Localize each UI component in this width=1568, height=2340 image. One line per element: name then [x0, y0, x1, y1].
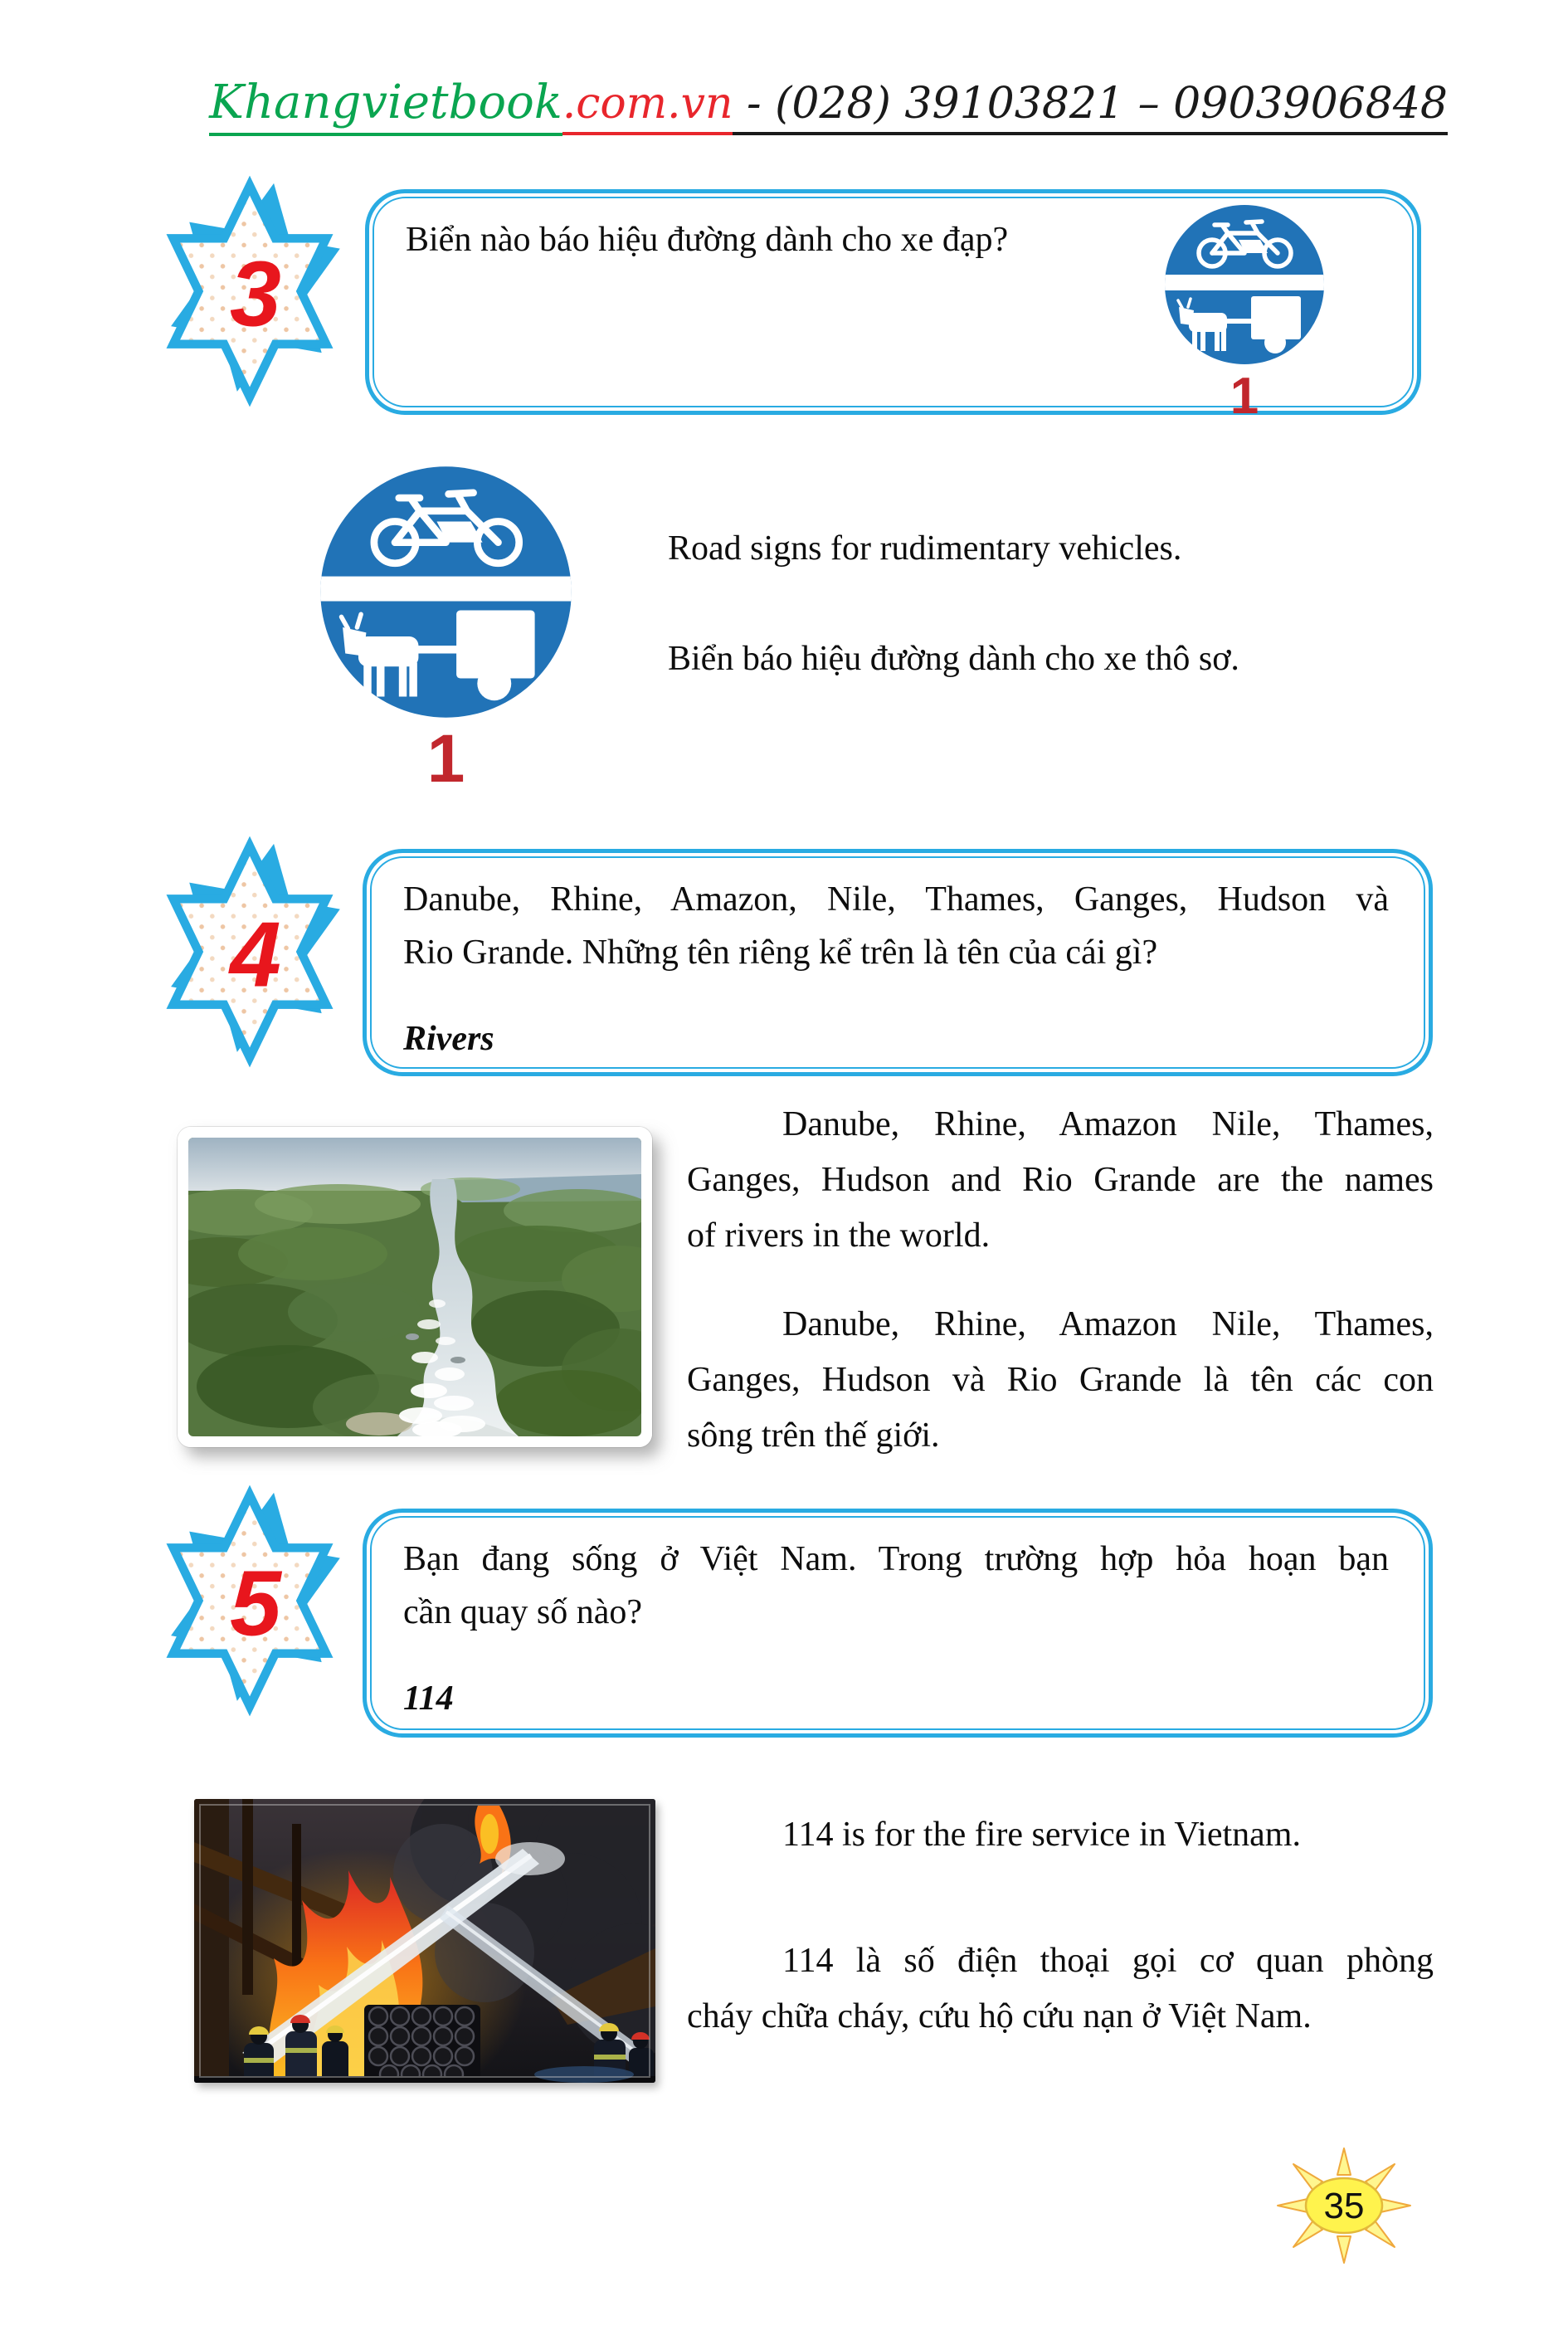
answer-paragraph-vi — [687, 1297, 1434, 1464]
question-3-box — [365, 189, 1421, 425]
answer-paragraph-vi: Biển báo hiệu đường dành cho xe thô sơ. — [668, 640, 1239, 678]
answer-line: Ganges, Hudson và Rio Grande là tên các con — [687, 1361, 1434, 1399]
question-4-box — [363, 849, 1433, 1076]
answer-line: of rivers in the world. — [687, 1216, 991, 1255]
road-sign-option-number: 1 — [1230, 368, 1259, 425]
question-4-text — [403, 873, 1389, 1065]
answer-paragraph-en — [687, 1097, 1434, 1264]
question-3-answer-text — [668, 521, 1415, 742]
question-line: Danube, Rhine, Amazon, Nile, Thames, Ganges, Hudson và — [403, 880, 1389, 919]
answer-line: cháy chữa cháy, cứu hộ cứu nạn ở Việt Nam. — [687, 1997, 1312, 2035]
question-line: Rio Grande. Những tên riêng kể trên là tên của cái gì? — [403, 934, 1158, 972]
answer-paragraph-en — [687, 1807, 1434, 1863]
answer-paragraph-vi — [687, 1933, 1434, 2045]
answer-line: 114 is for the fire service in Vietnam. — [782, 1816, 1301, 1854]
question-5-box — [363, 1509, 1433, 1738]
question-5-short-answer: 114 — [403, 1679, 454, 1718]
question-3-text — [406, 213, 1143, 266]
bicycle-and-oxcart-road-sign-icon — [315, 461, 577, 723]
answer-line: Danube, Rhine, Amazon Nile, Thames, — [782, 1305, 1434, 1343]
answer-line: Ganges, Hudson and Rio Grande are the names — [687, 1161, 1434, 1199]
question-line: cần quay số nào? — [403, 1593, 643, 1631]
answer-line: 114 là số điện thoại gọi cơ quan phòng — [782, 1942, 1434, 1980]
answer-paragraph-en: Road signs for rudimentary vehicles. — [668, 529, 1182, 568]
brand-phone: - (028) 39103821 – 0903906848 — [733, 79, 1448, 135]
brand-name: Khangvietbook — [209, 76, 562, 136]
road-sign-answer-number: 1 — [426, 721, 465, 797]
answer-line: Danube, Rhine, Amazon Nile, Thames, — [782, 1105, 1434, 1143]
answer-line: sông trên thế giới. — [687, 1416, 940, 1455]
question-line: Biển nào báo hiệu đường dành cho xe đạp? — [406, 221, 1009, 259]
question-4-star-badge — [153, 836, 346, 1067]
sun-page-marker-icon — [1259, 2143, 1429, 2268]
brand-domain: .com.vn — [562, 79, 733, 135]
question-4-short-answer: Rivers — [403, 1020, 494, 1058]
question-3-number: 3 — [230, 241, 281, 346]
firefighters-spraying-burning-building-image — [194, 1799, 655, 2083]
river-photo — [178, 1127, 652, 1447]
question-3-star-badge — [153, 176, 346, 407]
page-header-brand — [209, 76, 1448, 129]
aerial-river-through-rainforest-image — [188, 1138, 641, 1436]
bicycle-and-oxcart-road-sign-icon — [1161, 202, 1327, 368]
question-5-number: 5 — [230, 1551, 281, 1655]
question-4-number: 4 — [230, 902, 281, 1007]
road-sign-answer-image — [315, 461, 577, 797]
question-5-text — [403, 1533, 1389, 1725]
page-number: 35 — [1323, 2186, 1365, 2226]
question-line: Bạn đang sống ở Việt Nam. Trong trường hợp hỏa hoạn bạn — [403, 1540, 1389, 1578]
question-4-answer-text — [687, 1097, 1434, 1464]
road-sign-option-thumbnail — [1161, 202, 1327, 425]
question-5-star-badge — [153, 1485, 346, 1716]
question-5-answer-text — [687, 1807, 1434, 2045]
fire-photo — [194, 1799, 655, 2083]
